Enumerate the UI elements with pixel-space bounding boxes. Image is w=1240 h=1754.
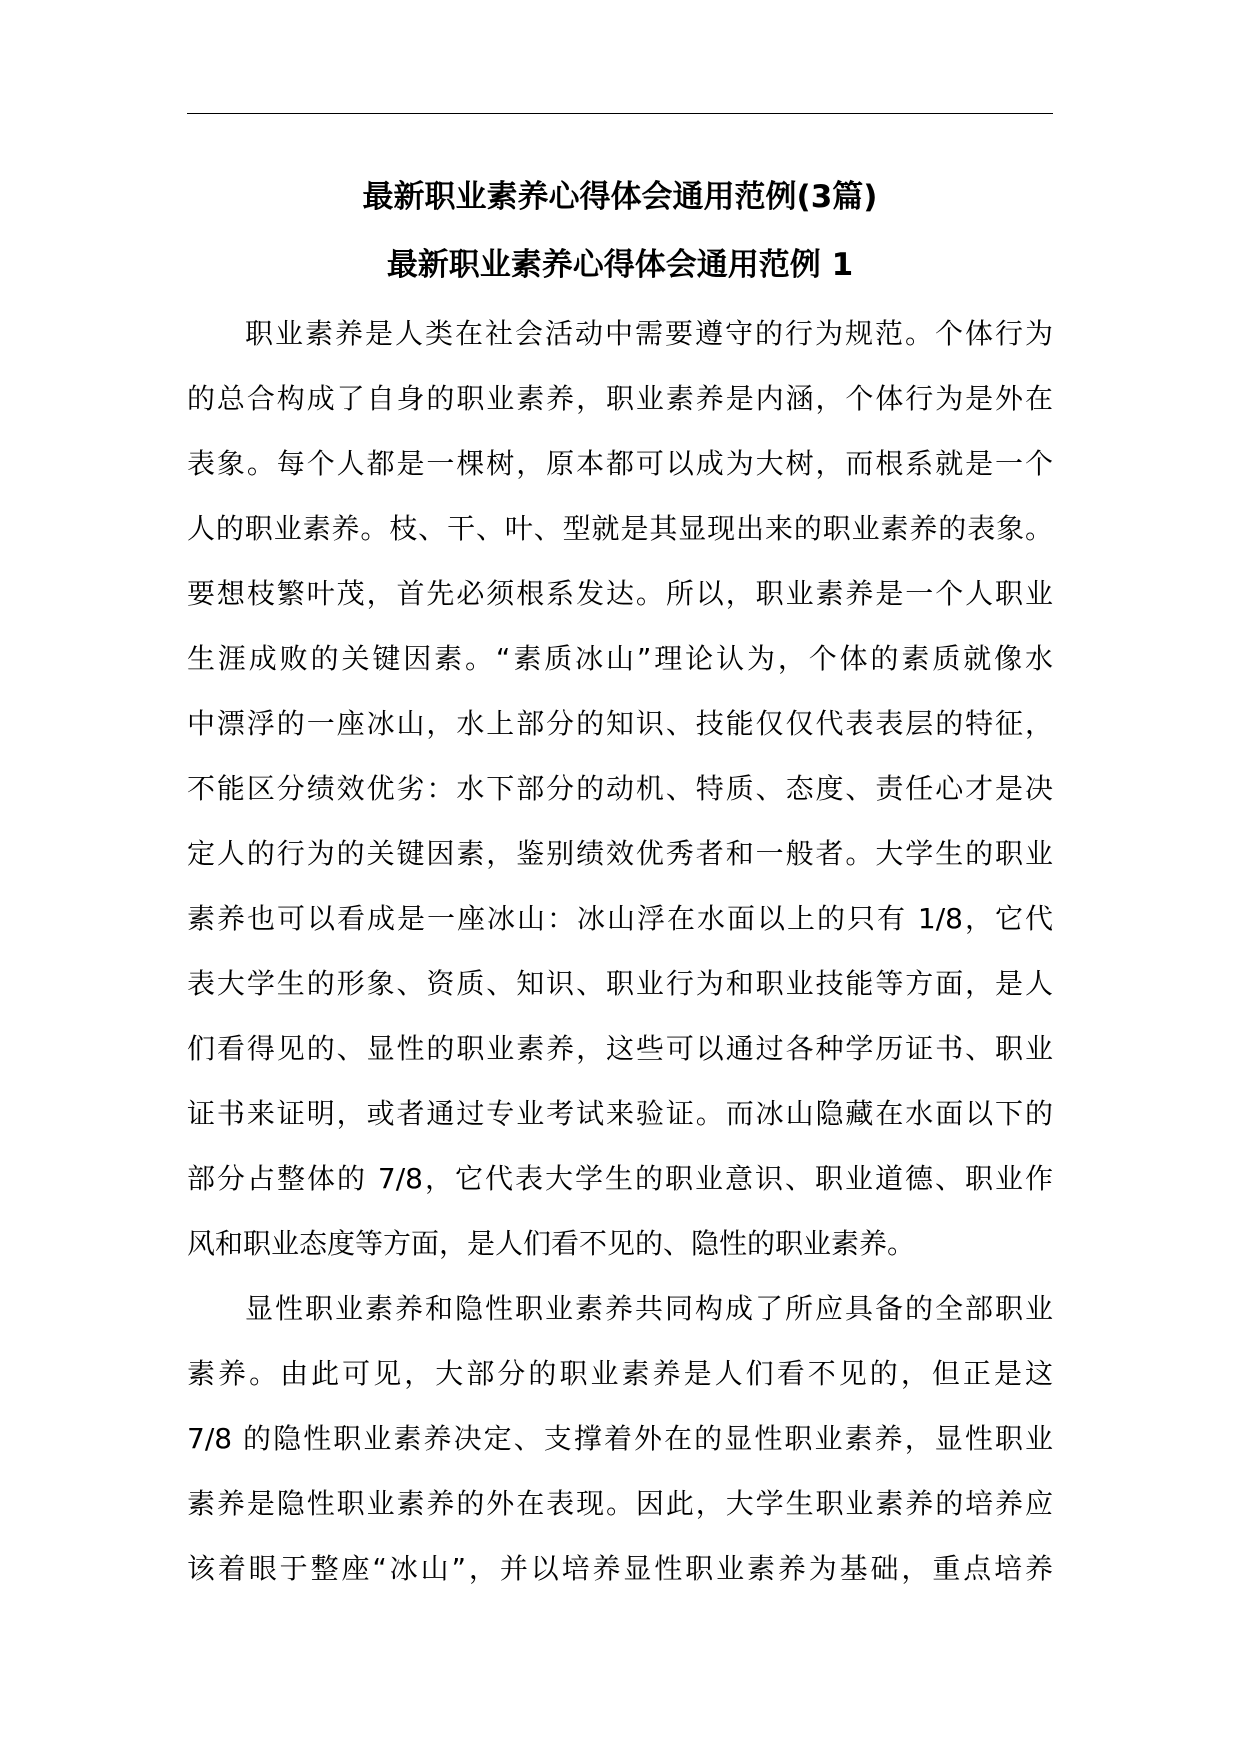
document-body — [187, 301, 1053, 1601]
text-line: 要想枝繁叶茂，首先必须根系发达。所以，职业素养是一个人职业 — [187, 577, 1053, 610]
text-line: 该着眼于整座“冰山”，并以培养显性职业素养为基础，重点培养 — [187, 1552, 1053, 1585]
text-line: 生涯成败的关键因素。“素质冰山”理论认为，个体的素质就像水 — [187, 642, 1053, 675]
paragraph — [187, 301, 1053, 1276]
text-line: 职业素养是人类在社会活动中需要遵守的行为规范。个体行为 — [245, 317, 1053, 350]
text-line: 们看得见的、显性的职业素养，这些可以通过各种学历证书、职业 — [187, 1032, 1053, 1065]
text-line: 表大学生的形象、资质、知识、职业行为和职业技能等方面，是人 — [187, 967, 1053, 1000]
text-line: 证书来证明，或者通过专业考试来验证。而冰山隐藏在水面以下的 — [187, 1097, 1053, 1130]
text-line: 部分占整体的 7/8，它代表大学生的职业意识、职业道德、职业作 — [187, 1162, 1053, 1195]
text-line: 人的职业素养。枝、干、叶、型就是其显现出来的职业素养的表象。 — [187, 512, 1053, 545]
header-rule — [187, 113, 1053, 114]
text-line: 素养也可以看成是一座冰山：冰山浮在水面以上的只有 1/8，它代 — [187, 902, 1053, 935]
text-line: 显性职业素养和隐性职业素养共同构成了所应具备的全部职业 — [245, 1292, 1053, 1325]
document-title: 最新职业素养心得体会通用范例(3篇) — [362, 179, 878, 215]
text-line: 素养。由此可见，大部分的职业素养是人们看不见的，但正是这 — [187, 1357, 1053, 1390]
text-line: 7/8 的隐性职业素养决定、支撑着外在的显性职业素养，显性职业 — [187, 1422, 1053, 1455]
section-title: 最新职业素养心得体会通用范例 1 — [386, 247, 854, 283]
text-line: 定人的行为的关键因素，鉴别绩效优秀者和一般者。大学生的职业 — [187, 837, 1053, 870]
text-line: 中漂浮的一座冰山，水上部分的知识、技能仅仅代表表层的特征， — [187, 707, 1053, 740]
text-line: 的总合构成了自身的职业素养，职业素养是内涵，个体行为是外在 — [187, 382, 1053, 415]
text-line: 素养是隐性职业素养的外在表现。因此，大学生职业素养的培养应 — [187, 1487, 1053, 1520]
text-line: 风和职业态度等方面，是人们看不见的、隐性的职业素养。 — [187, 1227, 916, 1260]
text-line: 表象。每个人都是一棵树，原本都可以成为大树，而根系就是一个 — [187, 447, 1053, 480]
text-line: 不能区分绩效优劣：水下部分的动机、特质、态度、责任心才是决 — [187, 772, 1053, 805]
paragraph — [187, 1276, 1053, 1601]
